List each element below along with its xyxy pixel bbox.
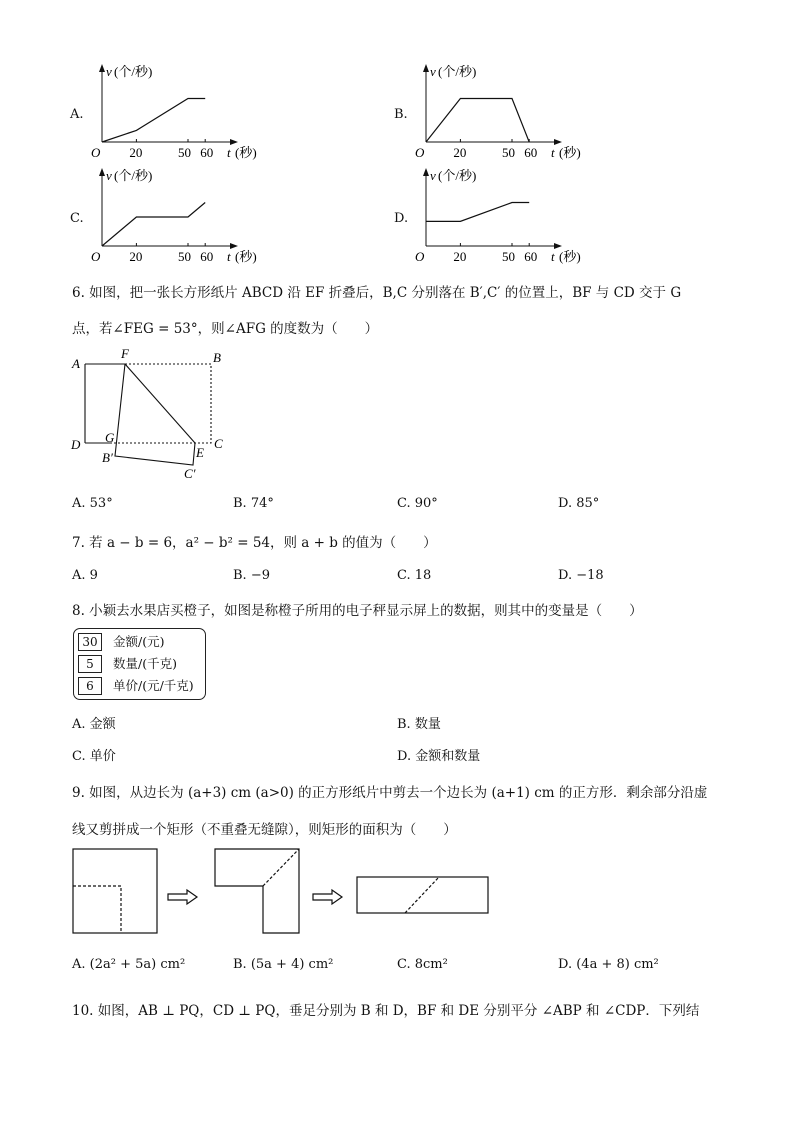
q7-option-a[interactable]: A. 9: [72, 568, 98, 583]
vt-graph: [90, 62, 290, 162]
cut-square-figure: [70, 846, 495, 938]
tick-label-60: 60: [524, 249, 538, 264]
question-6-line-2: 点，若∠FEG = 53°，则∠AFG 的度数为（ ）: [72, 321, 379, 337]
q8-option-d[interactable]: D. 金额和数量: [397, 749, 481, 764]
point-g-label: G: [105, 430, 115, 445]
tick-label-20: 20: [129, 249, 143, 264]
tick-label-20: 20: [453, 249, 467, 264]
vt-graph: [414, 62, 614, 162]
point-d-label: D: [71, 437, 81, 452]
vt-graph: [414, 166, 614, 266]
graph-option-label[interactable]: C.: [70, 211, 84, 226]
electronic-scale-display: [73, 628, 206, 700]
scale-label: 单价/(元/千克): [113, 678, 194, 693]
question-9-line-1: 9. 如图，从边长为 (a+3) cm (a>0) 的正方形纸片中剪去一个边长为 (a+1) cm 的正方形．剩余部分沿虚: [72, 785, 708, 801]
arrow-1: [168, 890, 197, 904]
t-axis-unit: (秒): [559, 249, 581, 264]
v-axis-unit: (个/秒): [114, 64, 153, 79]
q6-option-c[interactable]: C. 90°: [397, 496, 438, 511]
tick-label-20: 20: [453, 145, 467, 160]
v-axis-label: v: [106, 64, 112, 79]
scale-label: 数量/(千克): [113, 656, 177, 671]
t-axis-label: t: [551, 145, 555, 160]
q7-option-c[interactable]: C. 18: [397, 568, 432, 583]
tick-label-60: 60: [200, 145, 214, 160]
inner-cut-dashed: [73, 886, 121, 933]
v-axis-arrow-icon: [99, 168, 105, 176]
question-8-line: 8. 小颖去水果店买橙子，如图是称橙子所用的电子秤显示屏上的数据，则其中的变量是（ ）: [72, 603, 643, 619]
tick-label-50: 50: [502, 249, 515, 264]
question-10-line: 10. 如图，AB ⊥ PQ，CD ⊥ PQ，垂足分别为 B 和 D，BF 和 DE 分别平分 ∠ABP 和 ∠CDP．下列结: [72, 1003, 700, 1019]
dotted-original-b-c: [111, 364, 211, 443]
q8-option-c[interactable]: C. 单价: [72, 749, 116, 764]
v-axis-arrow-icon: [423, 64, 429, 72]
q9-option-c[interactable]: C. 8cm²: [397, 957, 448, 972]
arrow-2: [313, 890, 342, 904]
velocity-line: [426, 99, 529, 143]
vt-graph: [90, 166, 290, 266]
rectangle-dashed: [405, 877, 439, 913]
l-shape: [215, 849, 299, 933]
folded-part: [115, 364, 195, 465]
q8-option-b[interactable]: B. 数量: [397, 717, 441, 732]
v-axis-arrow-icon: [99, 64, 105, 72]
tick-label-20: 20: [129, 145, 143, 160]
q9-option-b[interactable]: B. (5a + 4) cm²: [233, 957, 334, 972]
q7-option-d[interactable]: D. −18: [558, 568, 604, 583]
q8-option-a[interactable]: A. 金额: [72, 717, 116, 732]
graph-option-label[interactable]: D.: [394, 211, 409, 226]
tick-label-60: 60: [200, 249, 214, 264]
t-axis-unit: (秒): [235, 145, 257, 160]
t-axis-label: t: [227, 145, 231, 160]
big-square: [73, 849, 157, 933]
v-axis-label: v: [430, 168, 436, 183]
l-shape-dashed: [263, 849, 299, 886]
fold-line-fe: [125, 364, 195, 443]
t-axis-unit: (秒): [559, 145, 581, 160]
q9-option-a[interactable]: A. (2a² + 5a) cm²: [72, 957, 186, 972]
point-b-label: B: [213, 350, 221, 365]
scale-value: 6: [78, 677, 102, 695]
question-7-line: 7. 若 a − b = 6，a² − b² = 54，则 a + b 的值为（ ）: [72, 535, 437, 551]
origin-label: O: [415, 249, 425, 264]
v-axis-label: v: [106, 168, 112, 183]
v-axis-unit: (个/秒): [438, 64, 477, 79]
point-a-label: A: [72, 356, 80, 371]
tick-label-50: 50: [178, 145, 191, 160]
v-axis-arrow-icon: [423, 168, 429, 176]
v-axis-label: v: [430, 64, 436, 79]
question-9-line-2: 线又剪拼成一个矩形（不重叠无缝隙），则矩形的面积为（ ）: [72, 822, 457, 838]
scale-value: 5: [78, 655, 102, 673]
tick-label-50: 50: [502, 145, 515, 160]
v-axis-unit: (个/秒): [114, 168, 153, 183]
t-axis-label: t: [551, 249, 555, 264]
graph-option-label[interactable]: A.: [70, 107, 84, 122]
origin-label: O: [91, 145, 101, 160]
point-b-prime-label: B′: [102, 450, 113, 465]
velocity-line: [102, 203, 205, 247]
q6-option-b[interactable]: B. 74°: [233, 496, 274, 511]
q7-option-b[interactable]: B. −9: [233, 568, 270, 583]
point-f-label: F: [121, 346, 129, 361]
t-axis-unit: (秒): [235, 249, 257, 264]
point-c-label: C: [214, 436, 223, 451]
tick-label-50: 50: [178, 249, 191, 264]
q9-option-d[interactable]: D. (4a + 8) cm²: [558, 957, 659, 972]
q6-option-a[interactable]: A. 53°: [72, 496, 113, 511]
point-e-label: E: [196, 445, 204, 460]
q6-option-d[interactable]: D. 85°: [558, 496, 600, 511]
origin-label: O: [91, 249, 101, 264]
point-c-prime-label: C′: [184, 466, 196, 481]
fold-figure: [68, 344, 238, 486]
velocity-line: [426, 203, 529, 222]
scale-label: 金额/(元): [113, 634, 165, 649]
velocity-line: [102, 99, 205, 143]
scale-value: 30: [78, 633, 102, 651]
graph-option-label[interactable]: B.: [394, 107, 408, 122]
tick-label-60: 60: [524, 145, 538, 160]
question-6-line-1: 6. 如图，把一张长方形纸片 ABCD 沿 EF 折叠后，B,C 分别落在 B′,C′ 的位置上，BF 与 CD 交于 G: [72, 285, 682, 301]
t-axis-label: t: [227, 249, 231, 264]
origin-label: O: [415, 145, 425, 160]
v-axis-unit: (个/秒): [438, 168, 477, 183]
